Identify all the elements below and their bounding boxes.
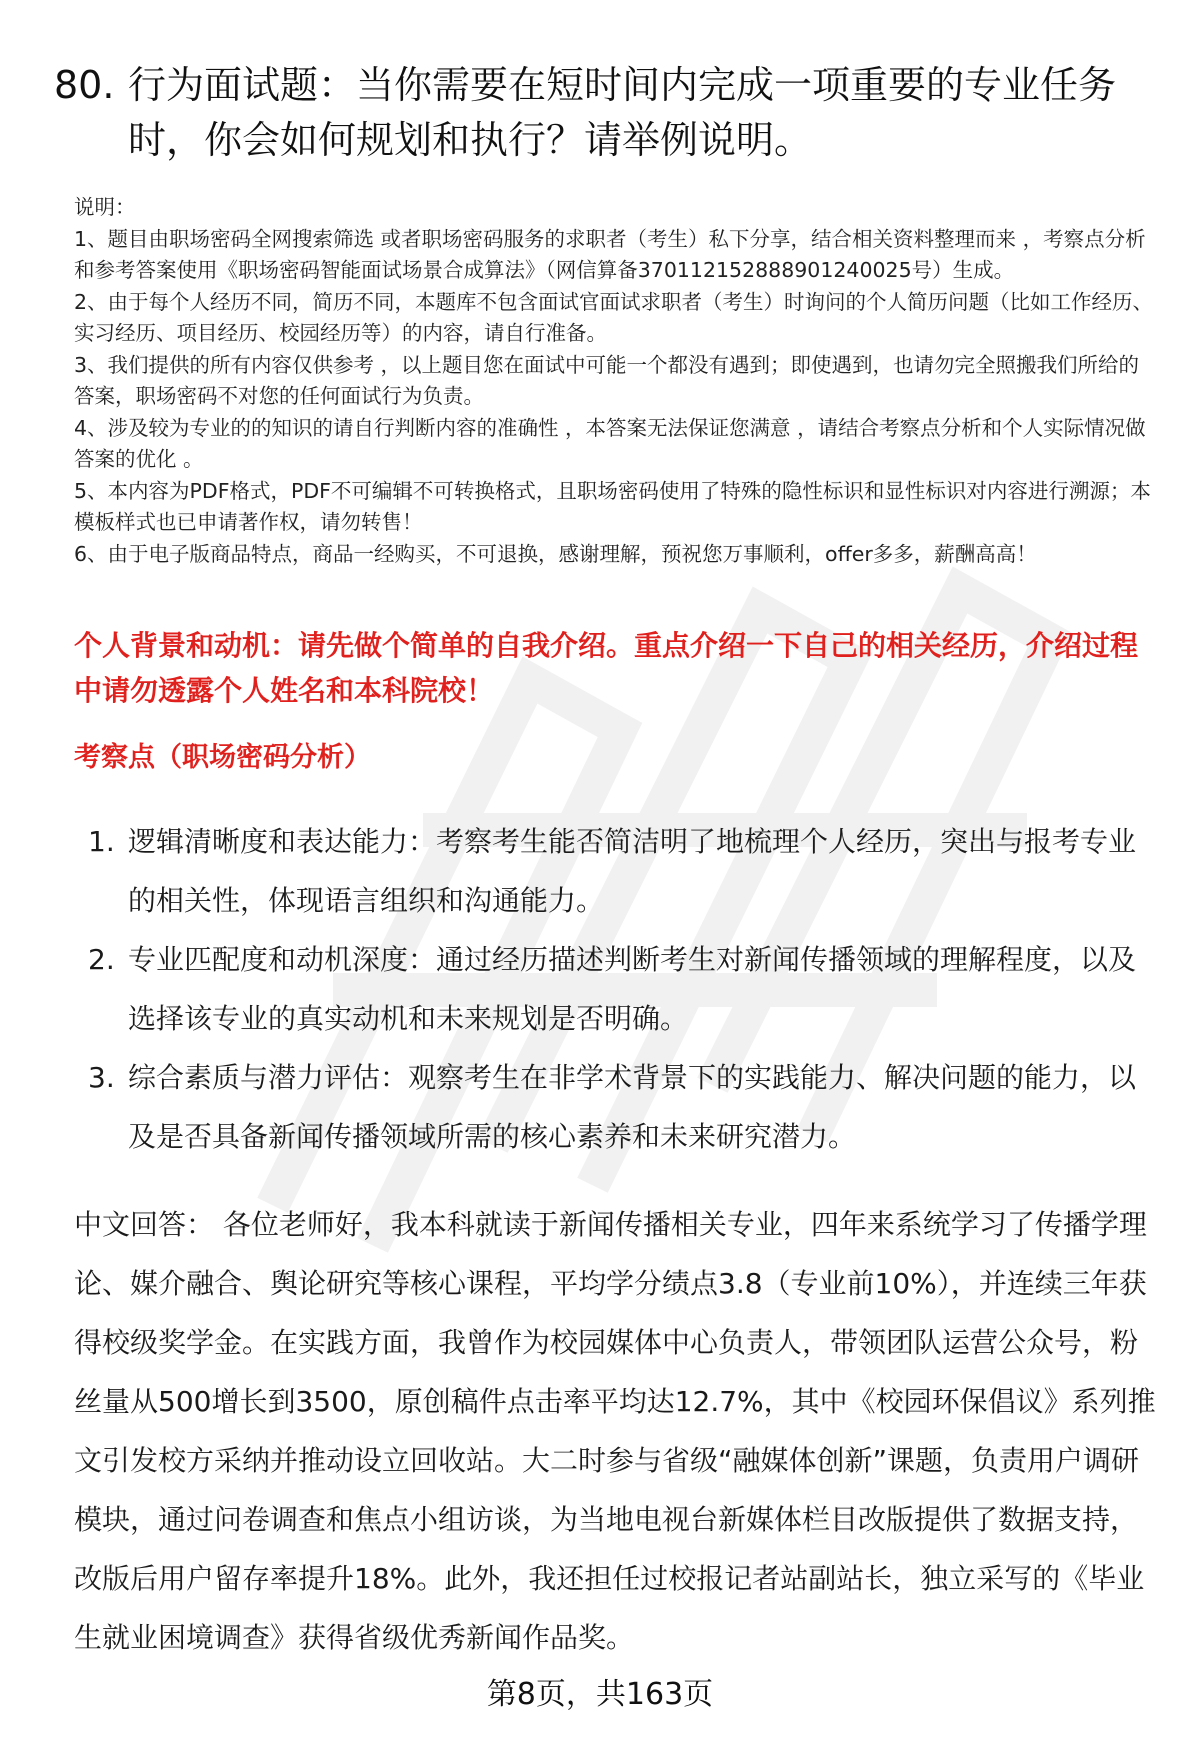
note-item: 5、本内容为PDF格式，PDF不可编辑不可转换格式，且职场密码使用了特殊的隐性标识和显性标识对内容进行溯源；本模板样式也已申请著作权，请勿转售！ — [74, 478, 1151, 534]
point-number: 3. — [88, 1061, 115, 1094]
point-number: 2. — [88, 943, 115, 976]
point-text: 逻辑清晰度和表达能力：考察考生能否简洁明了地梳理个人经历，突出与报考专业的相关性，体现语言组织和沟通能力。 — [128, 825, 1137, 917]
page-footer: 第8页，共163页 — [486, 1677, 714, 1712]
point-text: 专业匹配度和动机深度：通过经历描述判断考生对新闻传播领域的理解程度，以及选择该专业的真实动机和未来规划是否明确。 — [128, 943, 1137, 1035]
point-text: 综合素质与潜力评估：观察考生在非学术背景下的实践能力、解决问题的能力，以及是否具备新闻传播领域所需的核心素养和未来研究潜力。 — [128, 1061, 1137, 1153]
note-item: 3、我们提供的所有内容仅供参考 ，以上题目您在面试中可能一个都没有遇到；即使遇到，也请勿完全照搬我们所给的答案，职场密码不对您的任何面试行为负责。 — [74, 352, 1140, 408]
note-item: 4、涉及较为专业的的知识的请自行判断内容的准确性 ，本答案无法保证您满意 ，请结合考察点分析和个人实际情况做答案的优化 。 — [74, 415, 1146, 471]
background-prompt: 个人背景和动机：请先做个简单的自我介绍。重点介绍一下自己的相关经历，介绍过程中请勿透露个人姓名和本科院校！ — [74, 629, 1139, 707]
question-number: 80. — [54, 63, 115, 107]
note-item: 2、由于每个人经历不同，简历不同，本题库不包含面试官面试求职者（考生）时询问的个人简历问题（比如工作经历、实习经历、项目经历、校园经历等）的内容，请自行准备。 — [74, 289, 1154, 345]
answer-text: 各位老师好，我本科就读于新闻传播相关专业，四年来系统学习了传播学理论、媒介融合、舆论研究等核心课程，平均学分绩点3.8（专业前10%），并连续三年获得校级奖学金。在实践方面，我曾作为校园媒体中心负责人，带领团队运营公众号，粉丝量从500增长到3500，原创稿件点击率平均达12.7%，其中《校园环保倡议》系列推文引发校方采纳并推动设立回收站。大二时参与省级“融媒体创新”课题，负责用户调研模块，通过问卷调查和焦点小组访谈，为当地电视台新媒体栏目改版提供了数据支持，改版后用户留存率提升18%。此外，我还担任过校报记者站副站长，独立采写的《毕业生就业困境调查》获得省级优秀新闻作品奖。 — [74, 1208, 1156, 1654]
notes-section — [74, 192, 1154, 570]
note-item: 1、题目由职场密码全网搜索筛选 或者职场密码服务的求职者（考生）私下分享，结合相关资料整理而来 ，考察点分析和参考答案使用《职场密码智能面试场景合成算法》（网信算备370112152888901240025号）生成。 — [74, 226, 1146, 282]
answer-section — [74, 1195, 1164, 1667]
question-text: 行为面试题：当你需要在短时间内完成一项重要的专业任务时，你会如何规划和执行？请举例说明。 — [128, 63, 1117, 162]
point-number: 1. — [88, 825, 115, 858]
notes-heading: 说明： — [74, 195, 136, 219]
answer-label: 中文回答： — [74, 1208, 215, 1241]
note-item: 6、由于电子版商品特点，商品一经购买，不可退换，感谢理解，预祝您万事顺利，offer多多，薪酬高高！ — [74, 541, 1037, 566]
analysis-heading: 考察点（职场密码分析） — [74, 742, 371, 773]
